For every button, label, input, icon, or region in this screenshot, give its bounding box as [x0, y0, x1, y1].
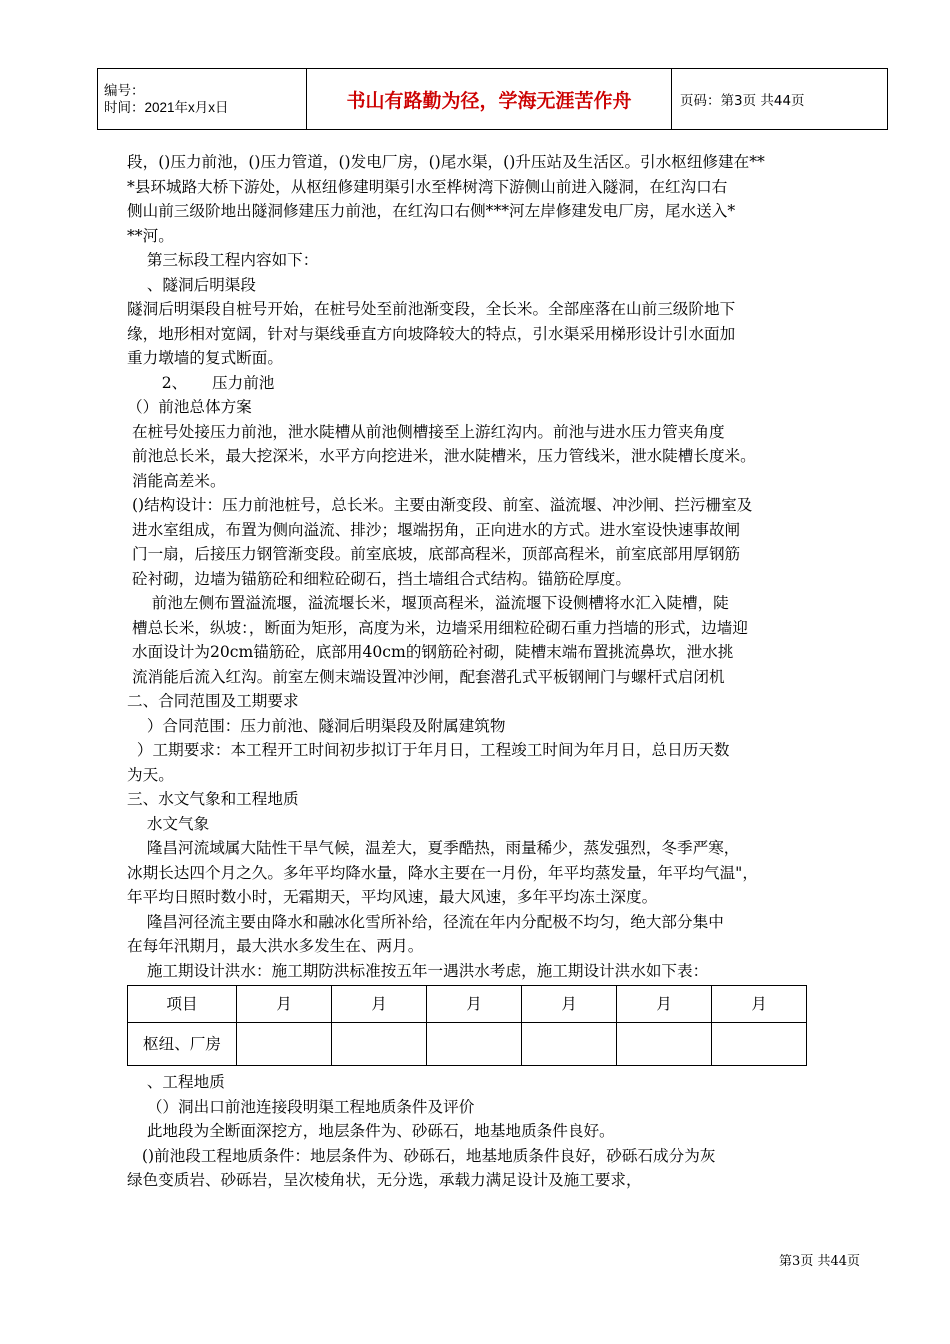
- paragraph-line: 年平均日照时数小时，无霜期天，平均风速，最大风速，多年平均冻土深度。: [127, 888, 658, 906]
- flood-table-header-cell: 月: [427, 986, 522, 1023]
- paragraph-line: ）合同范围：压力前池、隧洞后明渠段及附属建筑物: [127, 716, 506, 735]
- paragraph-line: 砼衬砌，边墙为锚筋砼和细粒砼砌石，挡土墙组合式结构。锚筋砼厚度。: [127, 569, 631, 588]
- paragraph-line: 冰期长达四个月之久。多年平均降水量，降水主要在一月份，年平均蒸发量，年平均气温"，: [127, 863, 758, 882]
- paragraph-line: ）工期要求：本工程开工时间初步拟订于年月日，工程竣工时间为年月日，总日历天数: [127, 741, 730, 759]
- paragraph-line: 为天。: [127, 765, 174, 784]
- header-left-cell: [98, 69, 307, 130]
- motto: 书山有路勤为径，学海无涯苦作舟: [307, 69, 672, 130]
- paragraph-line: 消能高差米。: [127, 471, 226, 490]
- paragraph-line: 隆昌河径流主要由降水和融冰化雪所补给，径流在年内分配极不均匀，绝大部分集中: [127, 912, 724, 931]
- paragraph-line: 三、水文气象和工程地质: [127, 790, 299, 808]
- page-label: 页码：第3页 共44页: [672, 69, 888, 130]
- paragraph-line: 第三标段工程内容如下：: [127, 251, 319, 269]
- code-label: 编号：: [104, 83, 145, 98]
- paragraph-line: 在桩号处接压力前池，泄水陡槽从前池侧槽接至上游红沟内。前池与进水压力管夹角度: [127, 422, 725, 441]
- paragraph-line: 门一扇，后接压力钢管渐变段。前室底坡，底部高程米，顶部高程米，前室底部用厚钢筋: [127, 545, 741, 563]
- paragraph-line: 段，()压力前池，()压力管道，()发电厂房，()尾水渠，()升压站及生活区。引水枢纽修建在**: [127, 153, 765, 171]
- flood-table-cell: [427, 1023, 522, 1066]
- paragraph-line: **河。: [127, 226, 174, 245]
- paragraph-line: 侧山前三级阶地出隧洞修建压力前池，在红沟口右侧***河左岸修建发电厂房，尾水送入*: [127, 202, 736, 220]
- document-body: [127, 150, 867, 1193]
- paragraphs-after-table: [127, 1070, 867, 1193]
- paragraph-line: ()前池段工程地质条件：地层条件为、砂砾石，地基地质条件良好，砂砾石成分为灰: [127, 1146, 716, 1165]
- flood-table-header-cell: 月: [712, 986, 807, 1023]
- flood-table-header-cell: 项目: [128, 986, 237, 1023]
- paragraph-line: 流消能后流入红沟。前室左侧末端设置冲沙闸，配套潜孔式平板钢闸门与螺杆式启闭机: [127, 667, 725, 686]
- flood-table-header-cell: 月: [237, 986, 332, 1023]
- paragraph-line: 隧洞后明渠段自桩号开始，在桩号处至前池渐变段，全长米。全部座落在山前三级阶地下: [127, 300, 736, 318]
- paragraph-line: 水面设计为20cm锚筋砼，底部用40cm的钢筋砼衬砌，陡槽末端布置挑流鼻坎，泄水挑: [127, 643, 734, 661]
- paragraph-line: 绿色变质岩、砂砾岩，呈次棱角状，无分选，承载力满足设计及施工要求，: [127, 1171, 642, 1189]
- paragraph-line: 在每年汛期月，最大洪水多发生在、两月。: [127, 937, 424, 955]
- flood-table-header-cell: 月: [617, 986, 712, 1023]
- paragraph-line: 重力墩墙的复式断面。: [127, 349, 283, 367]
- flood-table-cell: [332, 1023, 427, 1066]
- paragraph-line: 、工程地质: [127, 1073, 225, 1091]
- header-table: [97, 68, 888, 130]
- flood-table-cell: [712, 1023, 807, 1066]
- flood-table-cell: [522, 1023, 617, 1066]
- paragraph-line: 进水室组成，布置为侧向溢流、排沙；堰端拐角，正向进水的方式。进水室设快速事故闸: [127, 520, 741, 539]
- paragraph-line: 此地段为全断面深挖方，地层条件为、砂砾石，地基地质条件良好。: [127, 1122, 615, 1140]
- paragraph-line: 二、合同范围及工期要求: [127, 692, 299, 710]
- paragraph-line: *县环城路大桥下游处，从枢纽修建明渠引水至桦树湾下游侧山前进入隧洞，在红沟口右: [127, 177, 728, 196]
- paragraphs-before-table: [127, 150, 867, 983]
- paragraph-line: 缘，地形相对宽阔，针对与渠线垂直方向坡降较大的特点，引水渠采用梯形设计引水面加: [127, 324, 736, 343]
- paragraph-line: 槽总长米，纵坡：，断面为矩形，高度为米，边墙采用细粒砼砌石重力挡墙的形式，边墙迎: [127, 618, 748, 637]
- paragraph-line: 水文气象: [127, 814, 210, 833]
- flood-table-header-cell: 月: [522, 986, 617, 1023]
- paragraph-line: （）前池总体方案: [127, 398, 252, 416]
- paragraph-line: 前池左侧布置溢流堰，溢流堰长米，堰顶高程米，溢流堰下设侧槽将水汇入陡槽，陡: [127, 594, 729, 612]
- flood-table-row-label: 枢纽、厂房: [128, 1023, 237, 1066]
- paragraph-line: ()结构设计：压力前池桩号，总长米。主要由渐变段、前室、溢流堰、冲沙闸、拦污栅室及: [127, 496, 753, 514]
- flood-table-cell: [237, 1023, 332, 1066]
- flood-table: [127, 985, 807, 1066]
- date-label: 时间：2021年x月x日: [104, 100, 229, 115]
- paragraph-line: 前池总长米，最大挖深米，水平方向挖进米，泄水陡槽米，压力管线米，泄水陡槽长度米。: [127, 447, 756, 465]
- flood-table-header-row: [128, 986, 807, 1023]
- flood-table-header-cell: 月: [332, 986, 427, 1023]
- paragraph-line: 、隧洞后明渠段: [127, 275, 256, 294]
- paragraph-line: 隆昌河流域属大陆性干旱气候，温差大，夏季酷热，雨量稀少，蒸发强烈，冬季严寒，: [127, 839, 740, 857]
- paragraph-line: （）洞出口前池连接段明渠工程地质条件及评价: [127, 1097, 475, 1116]
- flood-table-cell: [617, 1023, 712, 1066]
- flood-table-row: [128, 1023, 807, 1066]
- paragraph-line: 施工期设计洪水：施工期防洪标准按五年一遇洪水考虑，施工期设计洪水如下表：: [127, 961, 709, 980]
- paragraph-line: 2、 压力前池: [127, 373, 275, 392]
- footer-page-number: 第3页 共44页: [779, 1254, 860, 1269]
